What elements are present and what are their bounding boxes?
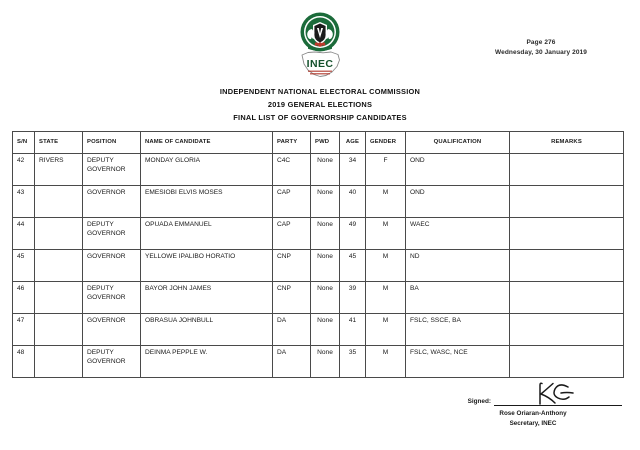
- cell-party: CNP: [273, 250, 311, 282]
- table-row: [13, 346, 624, 378]
- table-body: [13, 154, 624, 378]
- cell-position: GOVERNOR: [83, 314, 141, 346]
- cell-gender: M: [366, 250, 406, 282]
- cell-age: 49: [340, 218, 366, 250]
- cell-age: 45: [340, 250, 366, 282]
- table-row: [13, 250, 624, 282]
- table-row: [13, 186, 624, 218]
- cell-gender: M: [366, 314, 406, 346]
- signatory-title: Secretary, INEC: [509, 420, 557, 428]
- document-heading: [0, 86, 640, 125]
- cell-sn: 44: [13, 218, 35, 250]
- cell-age: 34: [340, 154, 366, 186]
- cell-qualification: ND: [406, 250, 510, 282]
- page-date: Wednesday, 30 January 2019: [495, 49, 587, 57]
- column-header-remarks: REMARKS: [510, 132, 624, 154]
- cell-state: [35, 282, 83, 314]
- cell-party: C4C: [273, 154, 311, 186]
- cell-candidate-name: OBRASUA JOHNBULL: [141, 314, 273, 346]
- column-header-qualification: QUALIFICATION: [406, 132, 510, 154]
- cell-position: DEPUTY GOVERNOR: [83, 346, 141, 378]
- column-header-position: POSITION: [83, 132, 141, 154]
- svg-text:INEC: INEC: [306, 58, 334, 70]
- cell-qualification: OND: [406, 186, 510, 218]
- heading-commission: INDEPENDENT NATIONAL ELECTORAL COMMISSION: [219, 87, 421, 96]
- cell-pwd: None: [311, 186, 340, 218]
- inec-logo: [293, 11, 347, 83]
- cell-remarks: [510, 282, 624, 314]
- signatory-name: Rose Oriaran-Anthony: [499, 410, 567, 417]
- cell-qualification: OND: [406, 154, 510, 186]
- cell-remarks: [510, 346, 624, 378]
- cell-state: [35, 250, 83, 282]
- cell-sn: 47: [13, 314, 35, 346]
- cell-remarks: [510, 186, 624, 218]
- cell-candidate-name: OPUADA EMMANUEL: [141, 218, 273, 250]
- cell-pwd: None: [311, 250, 340, 282]
- table-row: [13, 154, 624, 186]
- table-row: [13, 282, 624, 314]
- signature-row: [412, 398, 622, 406]
- handwritten-signature-icon: [534, 380, 580, 406]
- cell-position: DEPUTY GOVERNOR: [83, 154, 141, 186]
- cell-qualification: BA: [406, 282, 510, 314]
- cell-sn: 42: [13, 154, 35, 186]
- signature-block: [412, 398, 622, 446]
- cell-gender: M: [366, 346, 406, 378]
- page-meta: [456, 38, 626, 58]
- cell-gender: M: [366, 186, 406, 218]
- cell-party: CNP: [273, 282, 311, 314]
- candidates-table: [12, 131, 624, 378]
- cell-age: 41: [340, 314, 366, 346]
- cell-state: [35, 186, 83, 218]
- cell-sn: 48: [13, 346, 35, 378]
- cell-qualification: FSLC, WASC, NCE: [406, 346, 510, 378]
- cell-candidate-name: YELLOWE IPALIBO HORATIO: [141, 250, 273, 282]
- column-header-age: AGE: [340, 132, 366, 154]
- cell-pwd: None: [311, 314, 340, 346]
- cell-party: CAP: [273, 186, 311, 218]
- column-header-name: NAME OF CANDIDATE: [141, 132, 273, 154]
- cell-candidate-name: BAYOR JOHN JAMES: [141, 282, 273, 314]
- cell-qualification: FSLC, SSCE, BA: [406, 314, 510, 346]
- inec-logo-graphic: [293, 11, 347, 83]
- cell-position: DEPUTY GOVERNOR: [83, 218, 141, 250]
- cell-candidate-name: EMESIOBI ELVIS MOSES: [141, 186, 273, 218]
- cell-sn: 46: [13, 282, 35, 314]
- cell-pwd: None: [311, 218, 340, 250]
- column-header-pwd: PWD: [311, 132, 340, 154]
- signature-line: [494, 404, 622, 406]
- column-header-sn: S/N: [13, 132, 35, 154]
- cell-candidate-name: MONDAY GLORIA: [141, 154, 273, 186]
- cell-pwd: None: [311, 282, 340, 314]
- cell-position: GOVERNOR: [83, 186, 141, 218]
- cell-age: 35: [340, 346, 366, 378]
- heading-list-title: FINAL LIST OF GOVERNORSHIP CANDIDATES: [233, 112, 407, 122]
- cell-position: GOVERNOR: [83, 250, 141, 282]
- table-header-row: [13, 132, 624, 154]
- cell-sn: 43: [13, 186, 35, 218]
- column-header-party: PARTY: [273, 132, 311, 154]
- candidates-table-container: [12, 131, 623, 378]
- cell-pwd: None: [311, 154, 340, 186]
- cell-state: [35, 314, 83, 346]
- column-header-gender: GENDER: [366, 132, 406, 154]
- cell-party: DA: [273, 346, 311, 378]
- table-row: [13, 218, 624, 250]
- cell-party: DA: [273, 314, 311, 346]
- cell-state: [35, 346, 83, 378]
- signed-label: Signed:: [467, 398, 491, 405]
- cell-candidate-name: DEINMA PEPPLE W.: [141, 346, 273, 378]
- cell-remarks: [510, 314, 624, 346]
- cell-gender: M: [366, 282, 406, 314]
- cell-state: RIVERS: [35, 154, 83, 186]
- cell-remarks: [510, 154, 624, 186]
- table-row: [13, 314, 624, 346]
- cell-state: [35, 218, 83, 250]
- heading-elections: 2019 GENERAL ELECTIONS: [267, 99, 373, 109]
- column-header-state: STATE: [35, 132, 83, 154]
- cell-gender: F: [366, 154, 406, 186]
- cell-pwd: None: [311, 346, 340, 378]
- cell-gender: M: [366, 218, 406, 250]
- cell-qualification: WAEC: [406, 218, 510, 250]
- cell-sn: 45: [13, 250, 35, 282]
- cell-age: 40: [340, 186, 366, 218]
- cell-age: 39: [340, 282, 366, 314]
- cell-remarks: [510, 250, 624, 282]
- cell-remarks: [510, 218, 624, 250]
- page-number: Page 276: [526, 39, 556, 46]
- cell-position: DEPUTY GOVERNOR: [83, 282, 141, 314]
- cell-party: CAP: [273, 218, 311, 250]
